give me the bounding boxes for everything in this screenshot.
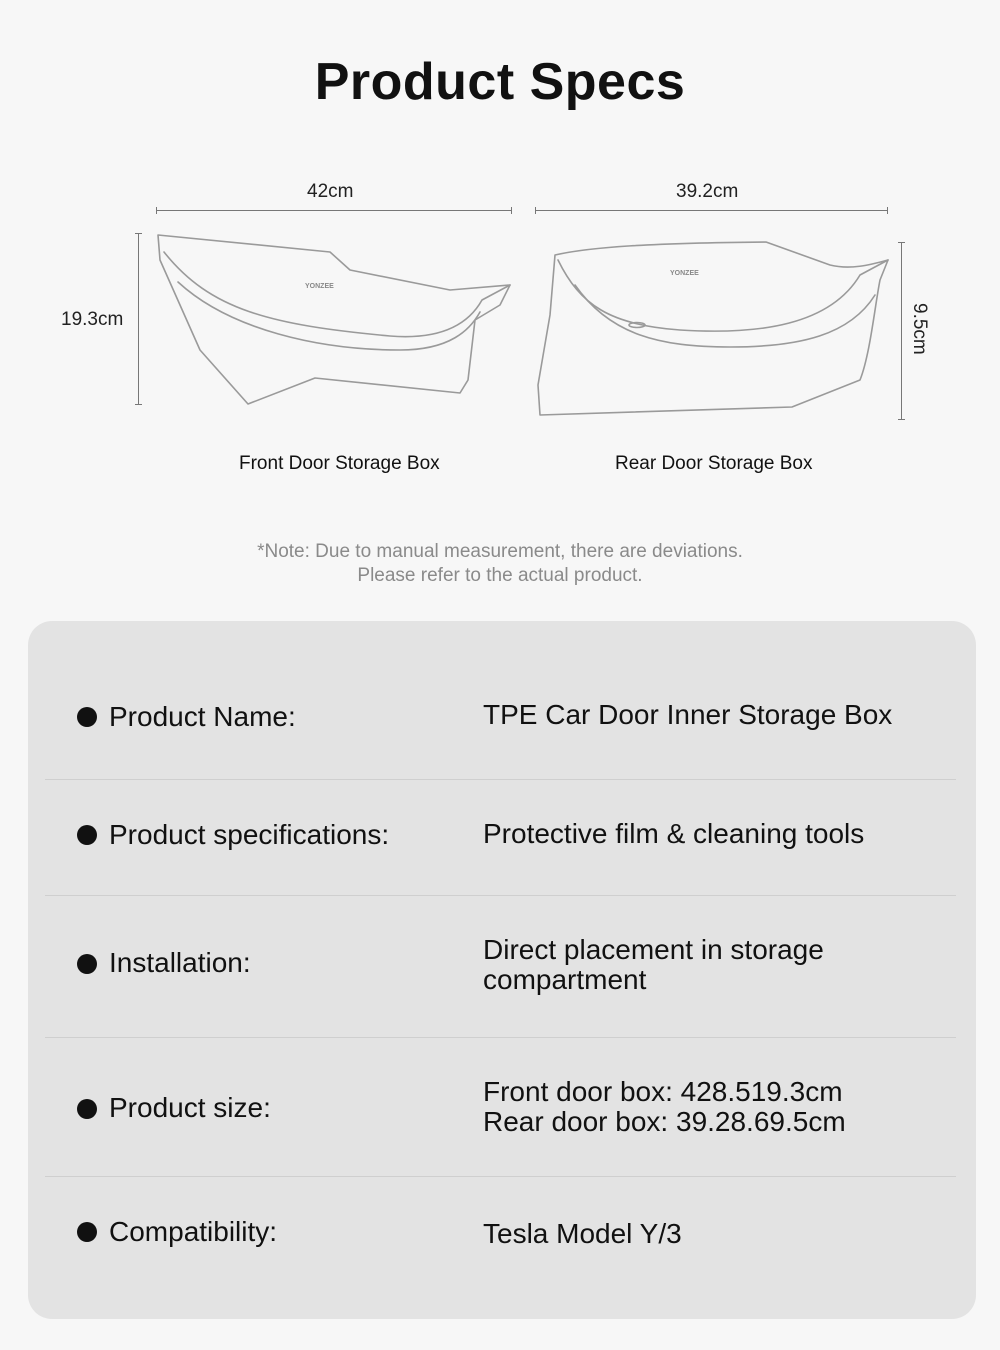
bullet-icon	[77, 825, 97, 845]
spec-value-line: Front door box: 428.519.3cm	[483, 1076, 843, 1107]
spec-panel	[28, 621, 976, 1319]
rear-width-line	[535, 210, 888, 211]
front-box-caption: Front Door Storage Box	[239, 453, 440, 474]
bullet-icon	[77, 954, 97, 974]
bullet-icon	[77, 1222, 97, 1242]
page-title: Product Specs	[314, 53, 686, 111]
spec-value	[483, 819, 943, 849]
note-line-1: *Note: Due to manual measurement, there are deviations.	[257, 541, 743, 562]
spec-value-line: compartment	[483, 964, 647, 995]
spec-value	[483, 1219, 943, 1249]
spec-value-line: Direct placement in storage	[483, 934, 824, 965]
spec-row-product-name	[45, 621, 956, 780]
rear-box-logo: YONZEE	[670, 270, 699, 277]
measurement-note	[0, 540, 1000, 588]
spec-value	[483, 1077, 943, 1137]
front-width-line	[156, 210, 512, 211]
rear-width-label: 39.2cm	[676, 181, 739, 202]
spec-value	[483, 935, 943, 995]
front-box-logo: YONZEE	[305, 283, 334, 290]
spec-row-product-size	[45, 1038, 956, 1177]
bullet-icon	[77, 1099, 97, 1119]
bullet-icon	[77, 707, 97, 727]
spec-value-line: Protective film & cleaning tools	[483, 818, 865, 849]
spec-label: Installation:	[109, 947, 251, 978]
spec-label: Product Name:	[109, 701, 296, 732]
rear-box-caption: Rear Door Storage Box	[615, 453, 813, 474]
spec-row-compatibility	[45, 1177, 956, 1319]
front-door-box-illustration	[150, 230, 530, 420]
spec-row-installation	[45, 896, 956, 1038]
spec-value-line: Rear door box: 39.28.69.5cm	[483, 1106, 846, 1137]
dimension-diagram	[0, 160, 1000, 500]
front-height-label: 19.3cm	[61, 309, 124, 330]
rear-door-box-illustration	[530, 235, 900, 425]
spec-value	[483, 700, 943, 730]
front-width-label: 42cm	[307, 181, 354, 202]
spec-label: Product size:	[109, 1092, 271, 1123]
note-line-2: Please refer to the actual product.	[357, 565, 643, 586]
spec-label: Product specifications:	[109, 819, 390, 850]
rear-height-label: 9.5cm	[909, 303, 930, 355]
spec-label: Compatibility:	[109, 1216, 278, 1247]
spec-value-line: TPE Car Door Inner Storage Box	[483, 699, 893, 730]
spec-value-line: Tesla Model Y/3	[483, 1218, 682, 1249]
spec-row-product-specifications	[45, 780, 956, 896]
front-height-line	[138, 233, 139, 405]
rear-height-line	[901, 242, 902, 420]
